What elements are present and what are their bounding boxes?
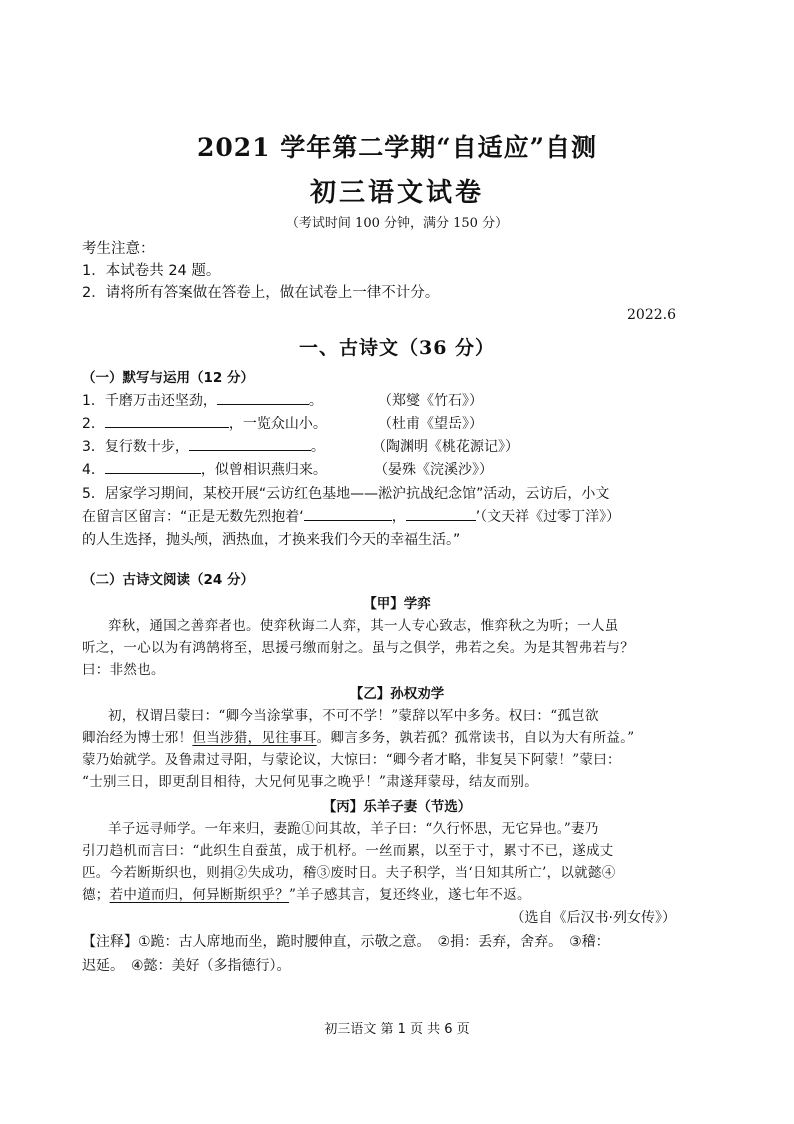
passage-line: 匹。今若断斯织也，则捐②失成功，稽③废时日。夫子积学，当‘日知其所亡’，以就懿④ [82, 865, 616, 881]
exam-subject-title: 初三语文试卷 [309, 178, 484, 208]
passage-line: 引刀趋机而言曰：“此织生自蚕茧，成于机杼。一丝而累，以至于寸，累寸不已，遂成丈 [82, 843, 614, 859]
question-text: ， [391, 509, 406, 525]
answer-blank [105, 413, 229, 428]
question-3 [82, 436, 325, 456]
question-5-line [82, 506, 620, 526]
question-5-line: 5．居家学习期间，某校开展“云访红色基地——淞沪抗战纪念馆”活动，云访后，小文 [82, 486, 610, 502]
exam-title: 2021 学年第二学期“自适应”自测 [196, 133, 598, 162]
question-source: （郑燮《竹石》） [378, 393, 483, 409]
passage-line: 曰：非然也。 [82, 662, 165, 678]
question-source: （晏殊《浣溪沙》） [374, 462, 493, 478]
passage-text: 。卿言多务，孰若孤？孤常读书，自以为大有所益。” [316, 730, 635, 746]
passage-title: 【丙】乐羊子妻（节选） [322, 799, 472, 815]
notice-item: 1．本试卷共 24 题。 [82, 263, 221, 279]
passage-text: 德； [82, 887, 110, 903]
answer-blank [406, 506, 476, 521]
answer-blank [189, 436, 311, 451]
question-text: ，一览众山小。 [228, 416, 327, 432]
page-footer: 初三语文 第 1 页 共 6 页 [324, 1022, 470, 1037]
question-text: 在留言区留言：“正是无数先烈抱着‘ [82, 509, 304, 525]
question-text: 2． [82, 416, 105, 432]
question-text: 1．千磨万击还坚劲， [82, 393, 217, 409]
passage-title: 【甲】学弈 [363, 596, 431, 612]
underlined-sentence: 若中道而归，何异断斯织乎？ [109, 887, 290, 903]
question-2 [82, 413, 327, 433]
question-text: ’（文天祥《过零丁洋》） [475, 509, 621, 525]
question-text: 。 [310, 439, 325, 455]
answer-blank [217, 390, 309, 405]
part-title: （二）古诗文阅读（24 分） [82, 572, 254, 588]
passage-text: 卿治经为博士邪！ [82, 730, 193, 746]
underlined-sentence: 但当涉猎，见往事耳 [192, 730, 317, 746]
passage-line: 羊子远寻师学。一年来归，妻跪①问其故，羊子曰：“久行怀思，无它异也。”妻乃 [108, 821, 599, 837]
passage-line: “士别三日，即更刮目相待，大兄何见事之晚乎！”肃遂拜蒙母，结友而别。 [82, 774, 539, 790]
notice-heading: 考生注意： [82, 241, 155, 257]
question-1 [82, 390, 323, 410]
question-text: 。 [308, 393, 323, 409]
passage-line [82, 883, 531, 903]
passage-line: 弈秋，通国之善弈者也。使弈秋诲二人弈，其一人专心致志，惟弈秋之为听；一人虽 [108, 618, 619, 634]
annotation-line: 【注释】①跪：古人席地而坐，跪时腰伸直，示敬之意。 ②捐：丢弃，舍弃。 ③稽： [82, 934, 610, 950]
passage-line: 蒙乃始就学。及鲁肃过寻阳，与蒙论议，大惊曰：“卿今者才略，非复吴下阿蒙！”蒙曰： [82, 752, 621, 768]
passage-line [82, 726, 634, 746]
part-title: （一）默写与运用（12 分） [82, 370, 254, 386]
passage-line: 初，权谓吕蒙曰：“卿今当涂掌事，不可不学！”蒙辞以军中多务。权曰：“孤岂欲 [108, 708, 599, 724]
question-4 [82, 459, 327, 479]
section-title: 一、古诗文（36 分） [298, 337, 496, 359]
question-source: （陶渊明《桃花源记》） [372, 439, 519, 455]
passage-text: ”羊子感其言，复还终业，遂七年不返。 [289, 887, 531, 903]
notice-item: 2．请将所有答案做在答卷上，做在试卷上一律不计分。 [82, 285, 440, 301]
passage-title: 【乙】孙权劝学 [349, 686, 445, 702]
passage-line: 听之，一心以为有鸿鹄将至，思援弓缴而射之。虽与之俱学，弗若之矣。为是其智弗若与？ [82, 640, 634, 656]
exam-time-info: （考试时间 100 分钟，满分 150 分） [285, 216, 509, 231]
annotation-line: 迟延。 ④懿：美好（多指德行）。 [82, 958, 291, 974]
exam-date: 2022.6 [627, 307, 676, 323]
question-text: ，似曾相识燕归来。 [200, 462, 327, 478]
question-text: 4． [82, 462, 105, 478]
answer-blank [304, 506, 392, 521]
question-5-line: 的人生选择，抛头颅，洒热血，才换来我们今天的幸福生活。” [82, 532, 461, 548]
passage-source: （选自《后汉书·列女传》） [510, 910, 676, 926]
question-source: （杜甫《望岳》） [378, 416, 483, 432]
answer-blank [105, 459, 201, 474]
question-text: 3．复行数十步， [82, 439, 189, 455]
